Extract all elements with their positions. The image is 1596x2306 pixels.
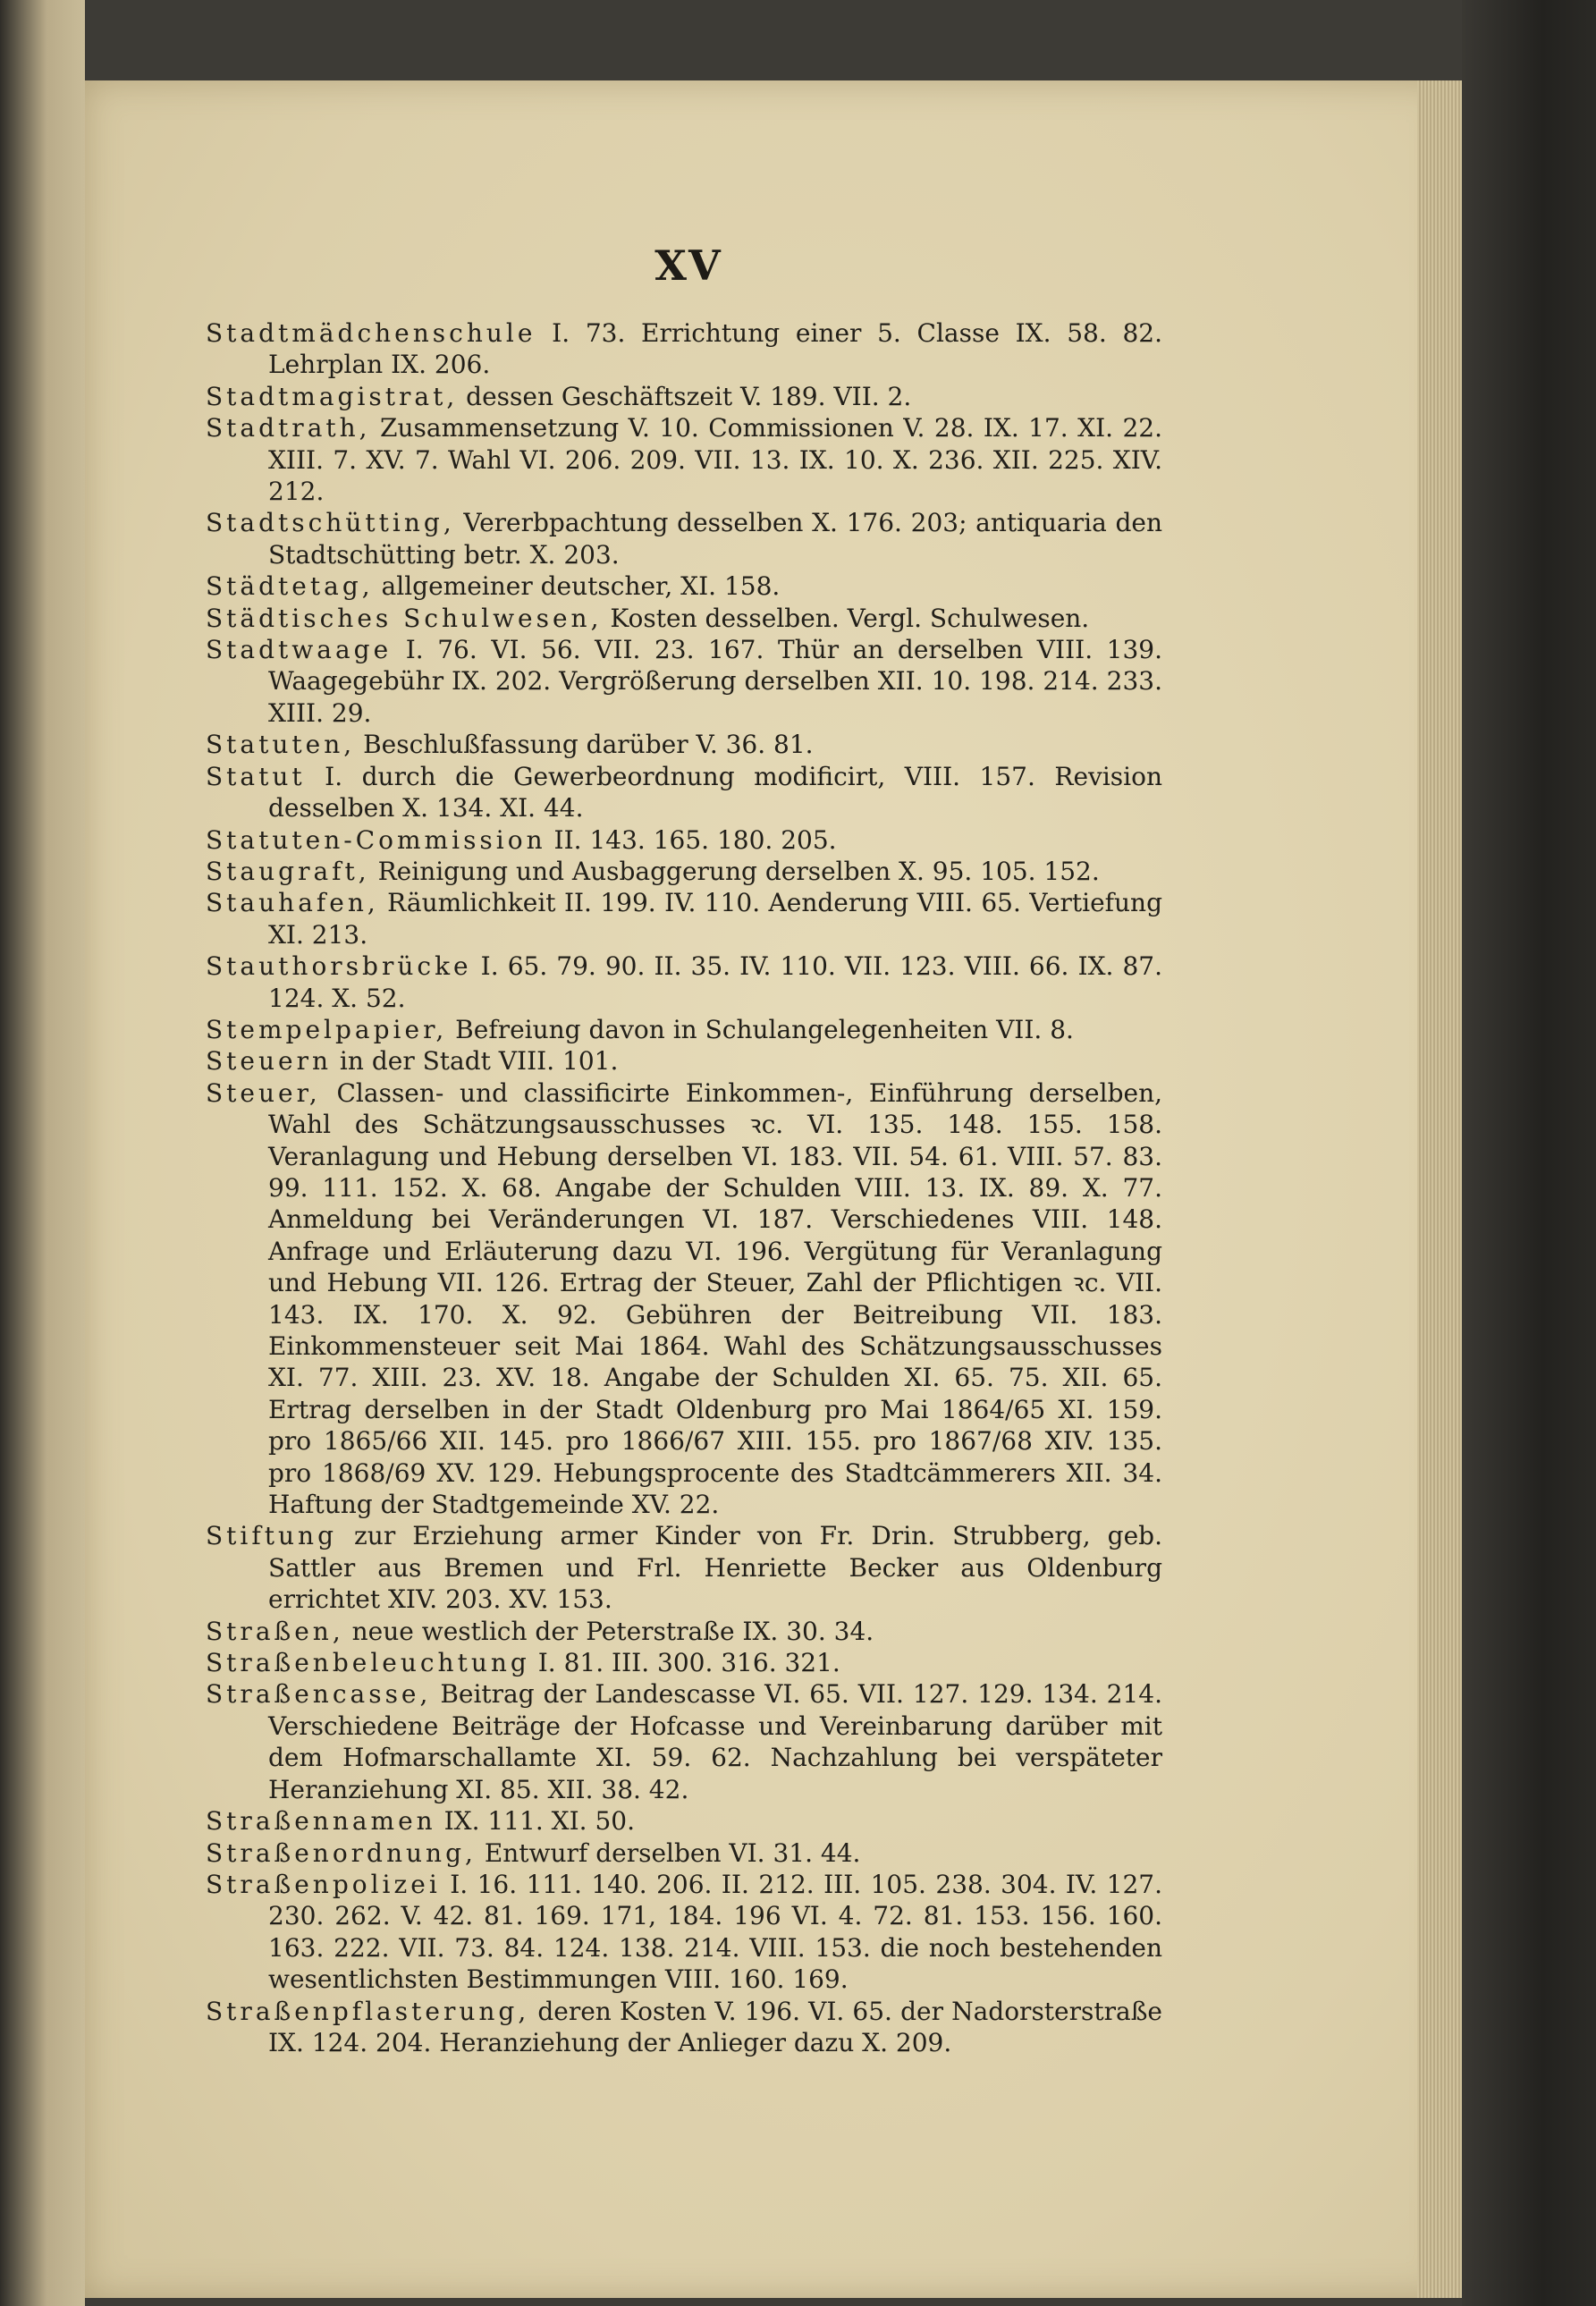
- index-entry: [206, 1520, 1162, 1615]
- entry-heading: Stauhafen,: [206, 888, 379, 918]
- page-edge-stack: [1417, 80, 1462, 2298]
- entry-text: deren Kosten V. 196. VI. 65. der Nadorsterstraße IX. 124. 204. Heranziehung der Anlieger dazu X. 209.: [268, 1996, 1162, 2057]
- entry-text: II. 143. 165. 180. 205.: [545, 824, 837, 855]
- entry-heading: Straßenbeleuchtung: [206, 1648, 530, 1678]
- index-entry: [206, 856, 1162, 887]
- index-entry: [206, 1077, 1162, 1521]
- entry-heading: Stadtmädchenschule: [206, 318, 536, 348]
- index-entry: [206, 381, 1162, 412]
- entry-text: in der Stadt VIII. 101.: [332, 1046, 619, 1077]
- entry-text: Beitrag der Landescasse VI. 65. VII. 127. 129. 134. 214. Verschiedene Beiträge der Hofcasse und Vereinbarung darüber mit dem Hofmarschallamte XI. 59. 62. Nachzahlung bei verspäteter Heranziehung XI. 85. XII. 38. 42.: [268, 1679, 1162, 1804]
- index-entry: [206, 570, 1162, 602]
- index-entry: [206, 824, 1162, 856]
- index-entry: [206, 412, 1162, 507]
- index-entry: [206, 950, 1162, 1014]
- index-entry: [206, 603, 1162, 634]
- index-entry: [206, 634, 1162, 729]
- entry-heading: Steuern: [206, 1046, 333, 1077]
- entry-heading: Stempelpapier,: [206, 1014, 448, 1044]
- entry-text: I. 65. 79. 90. II. 35. IV. 110. VII. 123. VIII. 66. IX. 87. 124. X. 52.: [268, 951, 1162, 1013]
- entry-text: Beschlußfassung darüber V. 36. 81.: [355, 730, 814, 760]
- entry-heading: Stadtrath,: [206, 413, 371, 443]
- entry-heading: Statuten,: [206, 730, 356, 760]
- entry-heading: Straßencasse,: [206, 1679, 432, 1710]
- entry-text: I. 76. VI. 56. VII. 23. 167. Thür an derselben VIII. 139. Waagegebühr IX. 202. Vergrößerung derselben XII. 10. 198. 214. 233. XIII. 29.: [268, 635, 1162, 728]
- entry-text: Classen- und classificirte Einkommen-, Einführung derselben, Wahl des Schätzungsausschusses ꝛc. VI. 135. 148. 155. 158. Veranlagung und Hebung derselben VI. 183. VII. 54. 61. VIII. 57. 83. 99. 111. 152. X. 68. Angabe der Schulden VIII. 13. IX. 89. X. 77. Anmeldung bei Veränderungen VI. 187. Verschiedenes VIII. 148. Anfrage und Erläuterung dazu VI. 196. Vergütung für Veranlagung und Hebung VII. 126. Ertrag der Steuer, Zahl der Pflichtigen ꝛc. VII. 143. IX. 170. X. 92. Gebühren der Beitreibung VII. 183. Einkommensteuer seit Mai 1864. Wahl des Schätzungsausschusses XI. 77. XIII. 23. XV. 18. Angabe der Schulden XI. 65. 75. XII. 65. Ertrag derselben in der Stadt Oldenburg pro Mai 1864/65 XI. 159. pro 1865/66 XII. 145. pro 1866/67 XIII. 155. pro 1867/68 XIV. 135. pro 1868/69 XV. 129. Hebungsprocente des Stadtcämmerers XII. 34. Haftung der Stadtgemeinde XV. 22.: [268, 1077, 1162, 1520]
- index-entry: [206, 1014, 1162, 1045]
- entry-text: I. 16. 111. 140. 206. II. 212. III. 105. 238. 304. IV. 127. 230. 262. V. 42. 81. 169. 171, 184. 196 VI. 4. 72. 81. 153. 156. 160. 163. 222. VII. 73. 84. 124. 138. 214. VIII. 153. die noch bestehenden wesentlichsten Bestimmungen VIII. 160. 169.: [268, 1869, 1162, 1995]
- entry-text: neue westlich der Peterstraße IX. 30. 34.: [343, 1616, 874, 1646]
- entry-heading: Straßenpolizei: [206, 1869, 441, 1899]
- entry-heading: Städtisches Schulwesen,: [206, 603, 603, 633]
- entry-heading: Straßennamen: [206, 1806, 436, 1837]
- entry-heading: Straßen,: [206, 1616, 344, 1646]
- entry-text: Kosten desselben. Vergl. Schulwesen.: [602, 603, 1090, 633]
- entry-heading: Straßenordnung,: [206, 1837, 477, 1868]
- index-entry: [206, 761, 1162, 824]
- entry-text: allgemeiner deutscher, XI. 158.: [373, 571, 781, 602]
- entry-heading: Stadtwaage: [206, 635, 393, 665]
- entry-heading: Staugraft,: [206, 856, 370, 886]
- entry-heading: Stadtschütting,: [206, 508, 455, 538]
- entry-text: I. 81. III. 300. 316. 321.: [529, 1648, 840, 1678]
- index-entry: [206, 1678, 1162, 1805]
- entry-text: Entwurf derselben VI. 31. 44.: [476, 1837, 861, 1868]
- page-number: XV: [654, 241, 722, 290]
- index-entry: [206, 317, 1162, 381]
- entry-text: Räumlichkeit II. 199. IV. 110. Aenderung VIII. 65. Vertiefung XI. 213.: [268, 888, 1162, 950]
- index-entry: [206, 1045, 1162, 1077]
- index-entry: [206, 1996, 1162, 2059]
- index-entries: [206, 317, 1162, 2058]
- entry-text: zur Erziehung armer Kinder von Fr. Drin. Strubberg, geb. Sattler aus Bremen und Frl. Henriette Becker aus Oldenburg errichtet XIV. 203. XV. 153.: [268, 1521, 1162, 1615]
- entry-text: dessen Geschäftszeit V. 189. VII. 2.: [458, 381, 912, 411]
- entry-heading: Städtetag,: [206, 571, 374, 602]
- entry-heading: Stiftung: [206, 1521, 337, 1551]
- entry-text: Zusammensetzung V. 10. Commissionen V. 28. IX. 17. XI. 22. XIII. 7. XV. 7. Wahl VI. 206. 209. VII. 13. IX. 10. X. 236. XII. 225. XIV. 212.: [268, 413, 1162, 507]
- entry-heading: Statuten-Commission: [206, 824, 546, 855]
- entry-text: IX. 111. XI. 50.: [435, 1806, 635, 1837]
- index-entry: [206, 1869, 1162, 1996]
- entry-heading: Statut: [206, 761, 306, 791]
- entry-text: I. 73. Errichtung einer 5. Classe IX. 58. 82. Lehrplan IX. 206.: [268, 318, 1162, 380]
- index-entry: [206, 507, 1162, 570]
- entry-text: Befreiung davon in Schulangelegenheiten VII. 8.: [447, 1014, 1074, 1044]
- entry-heading: Stauthorsbrücke: [206, 951, 472, 982]
- index-entry: [206, 729, 1162, 760]
- index-entry: [206, 1616, 1162, 1647]
- entry-heading: Straßenpflasterung,: [206, 1996, 530, 2026]
- entry-heading: Steuer,: [206, 1077, 321, 1108]
- entry-text: Vererbpachtung desselben X. 176. 203; antiquaria den Stadtschütting betr. X. 203.: [268, 508, 1162, 570]
- index-entry: [206, 1647, 1162, 1678]
- index-entry: [206, 887, 1162, 950]
- index-entry: [206, 1805, 1162, 1837]
- index-entry: [206, 1837, 1162, 1869]
- entry-text: Reinigung und Ausbaggerung derselben X. 95. 105. 152.: [369, 856, 1100, 886]
- entry-text: I. durch die Gewerbeordnung modificirt, VIII. 157. Revision desselben X. 134. XI. 44.: [268, 761, 1162, 824]
- book-cover-right: [1462, 0, 1596, 2306]
- entry-heading: Stadtmagistrat,: [206, 381, 459, 411]
- book-spine-left: [0, 0, 85, 2306]
